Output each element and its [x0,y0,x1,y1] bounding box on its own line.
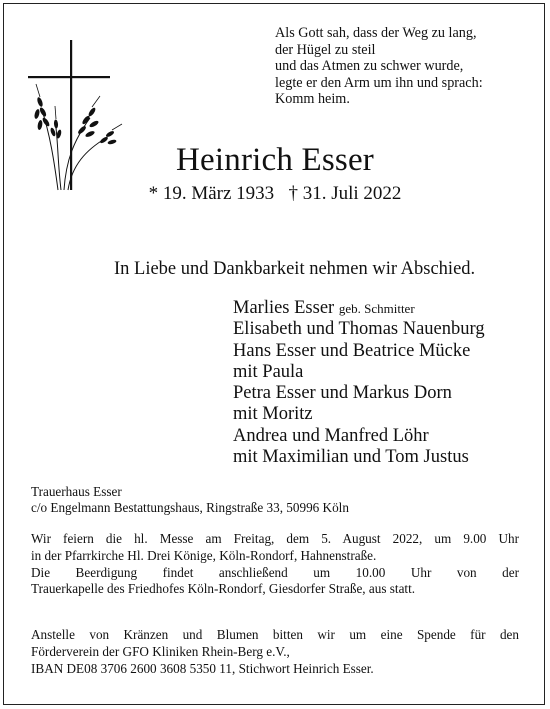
death-date: † 31. Juli 2022 [288,183,402,204]
family-member: mit Paula [233,361,304,382]
donation-paragraph [31,627,519,677]
life-dates [0,183,550,205]
poem [275,25,483,108]
donation-line: Anstelle von Kränzen und Blumen bitten wir um eine Spende für den [31,627,519,642]
service-paragraph [31,531,519,598]
farewell-line: In Liebe und Dankbarkeit nehmen wir Abschied. [114,259,476,279]
mourning-address [31,484,349,516]
poem-line: Als Gott sah, dass der Weg zu lang, [275,25,477,41]
poem-line: Komm heim. [275,91,350,108]
address-line: c/o Engelmann Bestattungshaus, Ringstraße 33, 50996 Köln [31,500,349,515]
family-member: mit Moritz [233,404,313,425]
family-member: Hans Esser und Beatrice Mücke [233,340,471,361]
service-line: Die Beerdigung findet anschließend um 10.00 Uhr von der [31,564,519,580]
donation-line: IBAN DE08 3706 2600 3608 5350 11, Stichwort Heinrich Esser. [31,660,374,676]
family-member: Andrea und Manfred Löhr [233,425,429,446]
family-list [233,298,485,468]
birth-date: * 19. März 1933 [148,183,275,204]
poem-line: und das Atmen zu schwer wurde, [275,58,464,75]
family-member: Marlies Esser geb. Schmitter [233,298,415,318]
maiden-name-note: geb. Schmitter [338,301,415,316]
family-member: Petra Esser und Markus Dorn [233,383,452,404]
donation-line: Förderverein der GFO Kliniken Rhein-Berg e.V., [31,643,290,659]
address-line: Trauerhaus Esser [31,484,122,499]
poem-line: der Hügel zu steil [275,41,376,58]
service-line: Trauerkapelle des Friedhofes Köln-Rondorf, Giesdorfer Straße, aus statt. [31,581,416,597]
service-line: in der Pfarrkirche Hl. Drei Könige, Köln-Rondorf, Hahnenstraße. [31,547,377,563]
family-member: mit Maximilian und Tom Justus [233,447,469,468]
service-line: Wir feiern die hl. Messe am Freitag, dem 5. August 2022, um 9.00 Uhr [31,531,519,546]
family-member: Elisabeth und Thomas Nauenburg [233,319,485,340]
deceased-name: Heinrich Esser [176,142,374,178]
poem-line: legte er den Arm um ihn und sprach: [275,74,483,91]
